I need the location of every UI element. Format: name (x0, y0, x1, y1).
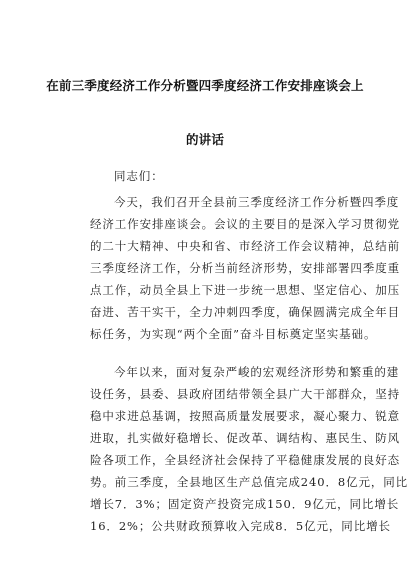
paragraph-2-line: 稳中求进总基调，按照高质量发展要求，凝心聚力、锐意 (90, 409, 400, 423)
document-title-line-2: 的讲话 (185, 132, 225, 147)
paragraph-1-line: 标任务，为实现“两个全面”奋斗目标奠定坚实基础。 (90, 327, 377, 341)
paragraph-1-line: 的二十大精神、中央和省、市经济工作会议精神，总结前 (90, 239, 400, 253)
paragraph-1-line: 点工作，动员全县上下进一步统一思想、坚定信心、加压 (90, 283, 400, 297)
paragraph-1-line: 奋进、苦干实干，全力冲刺四季度，确保圆满完成全年目 (90, 305, 400, 319)
paragraph-2-line: 进取，扎实做好稳增长、促改革、调结构、惠民生、防风 (90, 431, 400, 445)
paragraph-2-line: 设任务，县委、县政府团结带领全县广大干部群众，坚持 (90, 387, 400, 401)
paragraph-1-line: 三季度经济工作，分析当前经济形势，安排部署四季度重 (90, 261, 400, 275)
paragraph-2-line: 今年以来，面对复杂严峻的宏观经济形势和繁重的建 (114, 365, 400, 379)
paragraph-1-line: 今天，我们召开全县前三季度经济工作分析暨四季度 (114, 195, 400, 209)
paragraph-2-line: 16．2%；公共财政预算收入完成8．5亿元，同比增长 (90, 519, 391, 533)
paragraph-2-line: 势。前三季度，全县地区生产总值完成240．8亿元，同比 (90, 475, 409, 489)
paragraph-2-line: 险各项工作，全县经济社会保持了平稳健康发展的良好态 (90, 453, 400, 467)
paragraph-1-line: 经济工作安排座谈会。会议的主要目的是深入学习贯彻党 (90, 217, 400, 231)
document-title-line-1: 在前三季度经济工作分析暨四季度经济工作安排座谈会上 (46, 78, 364, 93)
paragraph-2-line: 增长7．3%；固定资产投资完成150．9亿元，同比增长 (90, 497, 400, 511)
salutation: 同志们： (114, 169, 164, 183)
